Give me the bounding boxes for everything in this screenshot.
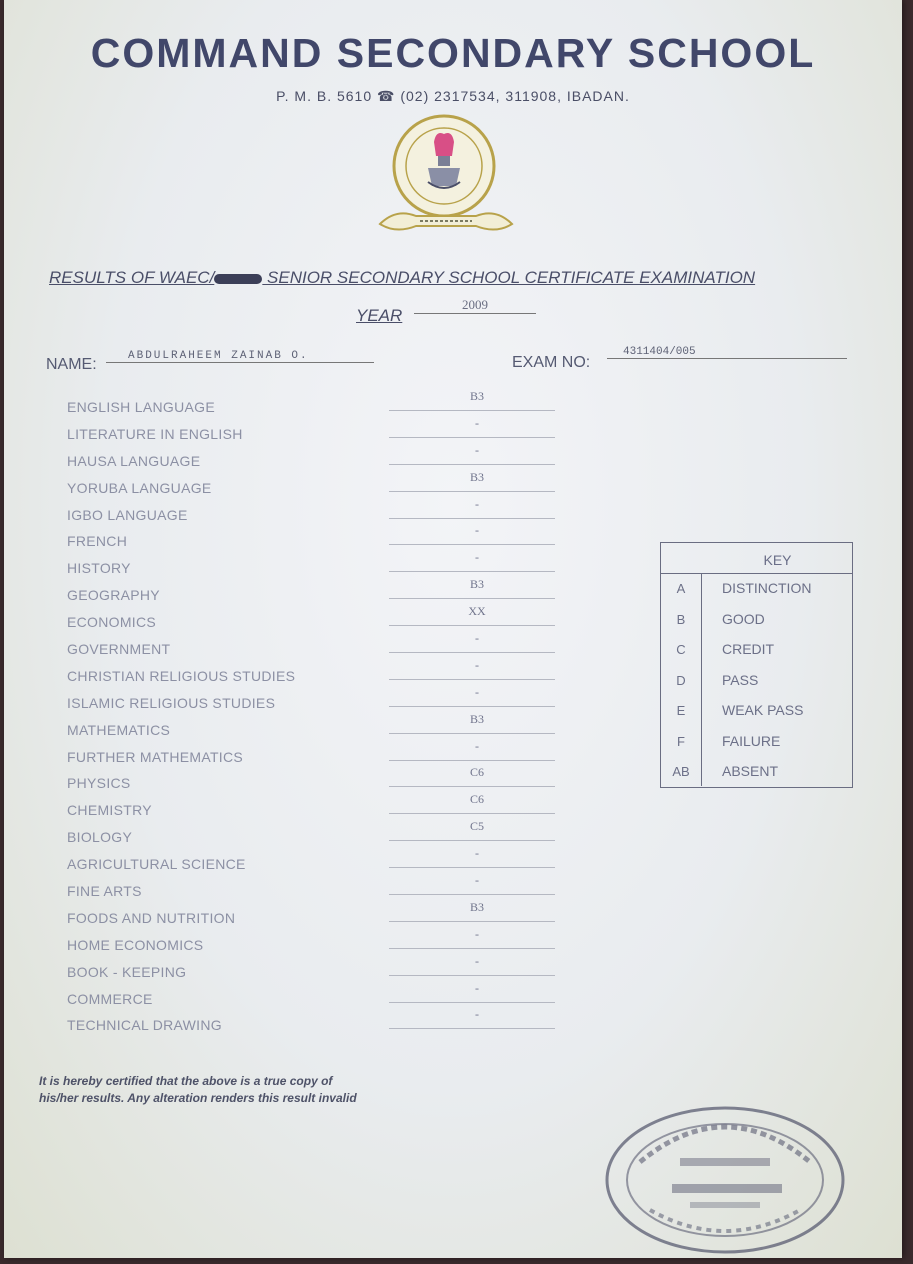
key-row bbox=[661, 605, 852, 636]
key-letter: C bbox=[676, 642, 686, 657]
subject-grade: B3 bbox=[469, 469, 484, 484]
grade-line bbox=[389, 598, 555, 599]
redaction-blot bbox=[214, 274, 262, 284]
grade-line bbox=[389, 464, 555, 465]
subject-grade: - bbox=[475, 657, 479, 672]
subject-grade: XX bbox=[468, 604, 486, 619]
grade-line bbox=[389, 652, 555, 653]
grade-line bbox=[389, 410, 555, 411]
grade-line bbox=[389, 706, 555, 707]
subject-grade: - bbox=[475, 523, 479, 538]
grade-line bbox=[389, 948, 555, 949]
key-letter: AB bbox=[672, 764, 690, 779]
key-letter: E bbox=[676, 703, 686, 718]
subject-name: HISTORY bbox=[67, 560, 131, 577]
key-meaning: FAILURE bbox=[722, 732, 781, 749]
subject-name: HOME ECONOMICS bbox=[67, 936, 204, 953]
subject-name: AGRICULTURAL SCIENCE bbox=[67, 856, 246, 873]
subject-grade: - bbox=[475, 953, 479, 968]
subject-grade: B3 bbox=[469, 389, 484, 403]
subject-name: FINE ARTS bbox=[67, 883, 142, 900]
subject-grade: - bbox=[475, 442, 479, 457]
subject-grade: - bbox=[475, 496, 479, 511]
grade-line bbox=[389, 679, 555, 680]
subject-grade: - bbox=[475, 980, 479, 995]
key-row bbox=[661, 727, 852, 758]
grade-line bbox=[389, 1028, 555, 1029]
subject-name: CHRISTIAN RELIGIOUS STUDIES bbox=[67, 667, 296, 684]
grade-line bbox=[389, 544, 555, 545]
name-label: NAME: bbox=[46, 356, 97, 373]
subject-name: FURTHER MATHEMATICS bbox=[67, 748, 244, 765]
key-row bbox=[661, 635, 852, 666]
grade-line bbox=[389, 975, 555, 976]
key-meaning: DISTINCTION bbox=[722, 580, 812, 596]
key-meaning: PASS bbox=[722, 671, 759, 688]
key-row bbox=[661, 666, 852, 697]
official-stamp bbox=[600, 1092, 850, 1258]
grade-line bbox=[389, 867, 555, 868]
subject-name: ECONOMICS bbox=[67, 614, 157, 631]
key-meaning: ABSENT bbox=[722, 763, 779, 779]
subject-name: IGBO LANGUAGE bbox=[67, 506, 188, 523]
subject-name: LITERATURE IN ENGLISH bbox=[67, 425, 243, 442]
grade-key-table bbox=[660, 542, 853, 788]
key-row bbox=[661, 757, 852, 788]
candidate-name: ABDULRAHEEM ZAINAB O. bbox=[106, 350, 374, 363]
subject-name: FOODS AND NUTRITION bbox=[67, 909, 236, 926]
subject-name: ENGLISH LANGUAGE bbox=[67, 399, 215, 415]
school-crest-logo bbox=[376, 112, 516, 242]
school-name: COMMAND SECONDARY SCHOOL bbox=[90, 30, 816, 76]
key-letter: D bbox=[676, 672, 686, 688]
key-meaning: CREDIT bbox=[722, 641, 775, 657]
grade-line bbox=[389, 813, 555, 814]
subject-grade: - bbox=[475, 846, 479, 861]
grade-line bbox=[389, 1002, 555, 1003]
key-row bbox=[661, 574, 852, 605]
key-meaning: WEAK PASS bbox=[722, 702, 804, 718]
subject-name: ISLAMIC RELIGIOUS STUDIES bbox=[67, 694, 276, 711]
subject-grade: B3 bbox=[469, 899, 484, 914]
subject-name: CHEMISTRY bbox=[67, 802, 152, 819]
grade-line bbox=[389, 625, 555, 626]
subject-grade: - bbox=[475, 415, 479, 430]
subject-name: COMMERCE bbox=[67, 990, 153, 1007]
school-address: P. M. B. 5610 ☎ (02) 2317534, 311908, IBADAN. bbox=[276, 88, 630, 104]
grade-line bbox=[389, 733, 555, 734]
subject-grade: C6 bbox=[469, 792, 484, 807]
grade-line bbox=[389, 571, 555, 572]
grade-line bbox=[389, 786, 555, 787]
subject-name: FRENCH bbox=[67, 533, 128, 550]
subject-name: HAUSA LANGUAGE bbox=[67, 452, 201, 469]
certificate-sheet bbox=[4, 0, 902, 1258]
key-title: KEY bbox=[763, 552, 792, 568]
subject-name: PHYSICS bbox=[67, 775, 131, 792]
year-value: 2009 bbox=[414, 297, 536, 314]
key-letter: F bbox=[677, 733, 685, 749]
grade-line bbox=[389, 491, 555, 492]
subject-grade: - bbox=[475, 873, 479, 888]
key-row bbox=[661, 696, 852, 727]
subject-name: YORUBA LANGUAGE bbox=[67, 479, 212, 496]
subject-row bbox=[67, 1007, 557, 1041]
year-label: YEAR bbox=[356, 306, 403, 325]
subject-grade: B3 bbox=[469, 577, 484, 592]
grade-line bbox=[389, 921, 555, 922]
subject-grade: C6 bbox=[469, 765, 484, 780]
subject-name: GEOGRAPHY bbox=[67, 587, 160, 604]
subject-grade: - bbox=[475, 684, 479, 699]
subjects-list bbox=[67, 389, 557, 1041]
subject-grade: - bbox=[475, 1007, 479, 1022]
subject-name: BIOLOGY bbox=[67, 829, 133, 846]
subject-grade: - bbox=[475, 738, 479, 753]
certification-note: It is hereby certified that the above is a true copy of his/her results. Any alteration renders this result invalid bbox=[39, 1074, 357, 1105]
exam-no-label: EXAM NO: bbox=[512, 354, 591, 371]
subject-grade: C5 bbox=[469, 819, 484, 834]
exam-no-value: 4311404/005 bbox=[607, 346, 847, 359]
grade-line bbox=[389, 840, 555, 841]
key-letter: A bbox=[676, 581, 686, 596]
subject-name: BOOK - KEEPING bbox=[67, 963, 187, 980]
results-heading: RESULTS OF WAEC/ SENIOR SECONDARY SCHOOL CERTIFICATE EXAMINATION bbox=[49, 268, 756, 287]
grade-line bbox=[389, 437, 555, 438]
subject-name: TECHNICAL DRAWING bbox=[67, 1017, 222, 1034]
subject-name: GOVERNMENT bbox=[67, 641, 171, 658]
subject-grade: - bbox=[475, 550, 479, 565]
subject-name: MATHEMATICS bbox=[67, 721, 171, 738]
grade-line bbox=[389, 894, 555, 895]
key-letter: B bbox=[676, 611, 686, 627]
subject-grade: B3 bbox=[469, 711, 484, 726]
subject-grade: - bbox=[475, 926, 479, 941]
subject-grade: - bbox=[475, 631, 479, 646]
grade-line bbox=[389, 760, 555, 761]
grade-line bbox=[389, 518, 555, 519]
key-meaning: GOOD bbox=[722, 610, 765, 627]
